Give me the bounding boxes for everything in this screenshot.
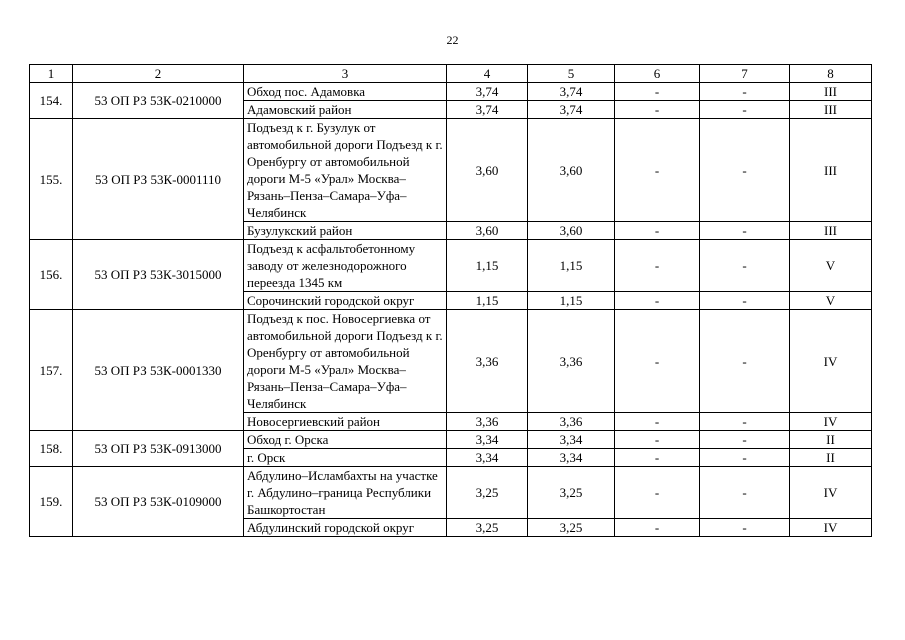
cell-col8: IV bbox=[790, 519, 872, 537]
cell-col5: 3,74 bbox=[528, 101, 615, 119]
entry-number: 154. bbox=[30, 83, 73, 119]
col-header-5: 5 bbox=[528, 65, 615, 83]
col-header-8: 8 bbox=[790, 65, 872, 83]
road-code: 53 ОП РЗ 53К-3015000 bbox=[73, 240, 244, 310]
cell-col5: 3,60 bbox=[528, 222, 615, 240]
cell-col8: V bbox=[790, 292, 872, 310]
cell-col6: - bbox=[615, 310, 700, 413]
cell-col4: 3,25 bbox=[447, 467, 528, 519]
cell-col5: 3,60 bbox=[528, 119, 615, 222]
district-name: Бузулукский район bbox=[244, 222, 447, 240]
cell-col6: - bbox=[615, 413, 700, 431]
cell-col7: - bbox=[700, 83, 790, 101]
table-row bbox=[30, 310, 872, 413]
cell-col7: - bbox=[700, 413, 790, 431]
table-row bbox=[30, 83, 872, 101]
cell-col7: - bbox=[700, 467, 790, 519]
road-name: Абдулино–Исламбахты на участке г. Абдулино–граница Республики Башкортостан bbox=[244, 467, 447, 519]
col-header-7: 7 bbox=[700, 65, 790, 83]
road-code: 53 ОП РЗ 53К-0210000 bbox=[73, 83, 244, 119]
cell-col8: II bbox=[790, 449, 872, 467]
cell-col8: III bbox=[790, 119, 872, 222]
table-row bbox=[30, 119, 872, 222]
entry-number: 155. bbox=[30, 119, 73, 240]
cell-col5: 1,15 bbox=[528, 292, 615, 310]
road-code: 53 ОП РЗ 53К-0109000 bbox=[73, 467, 244, 537]
cell-col8: III bbox=[790, 222, 872, 240]
district-name: Новосергиевский район bbox=[244, 413, 447, 431]
cell-col7: - bbox=[700, 449, 790, 467]
cell-col4: 1,15 bbox=[447, 292, 528, 310]
cell-col7: - bbox=[700, 119, 790, 222]
cell-col8: IV bbox=[790, 310, 872, 413]
entry-number: 157. bbox=[30, 310, 73, 431]
road-code: 53 ОП РЗ 53К-0001110 bbox=[73, 119, 244, 240]
cell-col4: 3,25 bbox=[447, 519, 528, 537]
cell-col7: - bbox=[700, 431, 790, 449]
entry-number: 156. bbox=[30, 240, 73, 310]
cell-col5: 3,36 bbox=[528, 310, 615, 413]
col-header-4: 4 bbox=[447, 65, 528, 83]
entry-number: 158. bbox=[30, 431, 73, 467]
cell-col8: II bbox=[790, 431, 872, 449]
district-name: Адамовский район bbox=[244, 101, 447, 119]
cell-col8: V bbox=[790, 240, 872, 292]
cell-col6: - bbox=[615, 119, 700, 222]
cell-col7: - bbox=[700, 240, 790, 292]
cell-col7: - bbox=[700, 519, 790, 537]
cell-col5: 1,15 bbox=[528, 240, 615, 292]
cell-col6: - bbox=[615, 467, 700, 519]
cell-col5: 3,34 bbox=[528, 431, 615, 449]
road-name: Подъезд к асфальтобетонному заводу от железнодорожного переезда 1345 км bbox=[244, 240, 447, 292]
table-row bbox=[30, 240, 872, 292]
road-name: Подъезд к г. Бузулук от автомобильной дороги Подъезд к г. Оренбургу от автомобильной дороги М-5 «Урал» Москва–Рязань–Пенза–Самара–Уфа–Челябинск bbox=[244, 119, 447, 222]
cell-col6: - bbox=[615, 101, 700, 119]
cell-col5: 3,25 bbox=[528, 519, 615, 537]
cell-col8: IV bbox=[790, 467, 872, 519]
page-number: 22 bbox=[446, 33, 459, 47]
cell-col6: - bbox=[615, 222, 700, 240]
road-code: 53 ОП РЗ 53К-0001330 bbox=[73, 310, 244, 431]
cell-col4: 3,36 bbox=[447, 413, 528, 431]
col-header-2: 2 bbox=[73, 65, 244, 83]
table-row bbox=[30, 467, 872, 519]
district-name: г. Орск bbox=[244, 449, 447, 467]
cell-col6: - bbox=[615, 449, 700, 467]
entry-number: 159. bbox=[30, 467, 73, 537]
cell-col4: 3,34 bbox=[447, 449, 528, 467]
road-name: Обход пос. Адамовка bbox=[244, 83, 447, 101]
cell-col7: - bbox=[700, 101, 790, 119]
district-name: Сорочинский городской округ bbox=[244, 292, 447, 310]
cell-col5: 3,74 bbox=[528, 83, 615, 101]
cell-col4: 3,36 bbox=[447, 310, 528, 413]
col-header-6: 6 bbox=[615, 65, 700, 83]
cell-col7: - bbox=[700, 292, 790, 310]
cell-col6: - bbox=[615, 519, 700, 537]
cell-col4: 3,74 bbox=[447, 101, 528, 119]
cell-col4: 1,15 bbox=[447, 240, 528, 292]
cell-col4: 3,74 bbox=[447, 83, 528, 101]
col-header-3: 3 bbox=[244, 65, 447, 83]
cell-col6: - bbox=[615, 240, 700, 292]
cell-col6: - bbox=[615, 292, 700, 310]
road-name: Подъезд к пос. Новосергиевка от автомобильной дороги Подъезд к г. Оренбургу от автомобильной дороги М-5 «Урал» Москва–Рязань–Пенза–Самара–Уфа–Челябинск bbox=[244, 310, 447, 413]
cell-col5: 3,25 bbox=[528, 467, 615, 519]
road-code: 53 ОП РЗ 53К-0913000 bbox=[73, 431, 244, 467]
cell-col6: - bbox=[615, 83, 700, 101]
cell-col5: 3,34 bbox=[528, 449, 615, 467]
district-name: Абдулинский городской округ bbox=[244, 519, 447, 537]
cell-col8: III bbox=[790, 101, 872, 119]
table-row bbox=[30, 431, 872, 449]
cell-col7: - bbox=[700, 222, 790, 240]
col-header-1: 1 bbox=[30, 65, 73, 83]
cell-col4: 3,60 bbox=[447, 222, 528, 240]
cell-col6: - bbox=[615, 431, 700, 449]
cell-col4: 3,60 bbox=[447, 119, 528, 222]
cell-col5: 3,36 bbox=[528, 413, 615, 431]
roads-table bbox=[29, 64, 872, 537]
road-name: Обход г. Орска bbox=[244, 431, 447, 449]
cell-col7: - bbox=[700, 310, 790, 413]
cell-col8: IV bbox=[790, 413, 872, 431]
header-row bbox=[30, 65, 872, 83]
cell-col4: 3,34 bbox=[447, 431, 528, 449]
cell-col8: III bbox=[790, 83, 872, 101]
